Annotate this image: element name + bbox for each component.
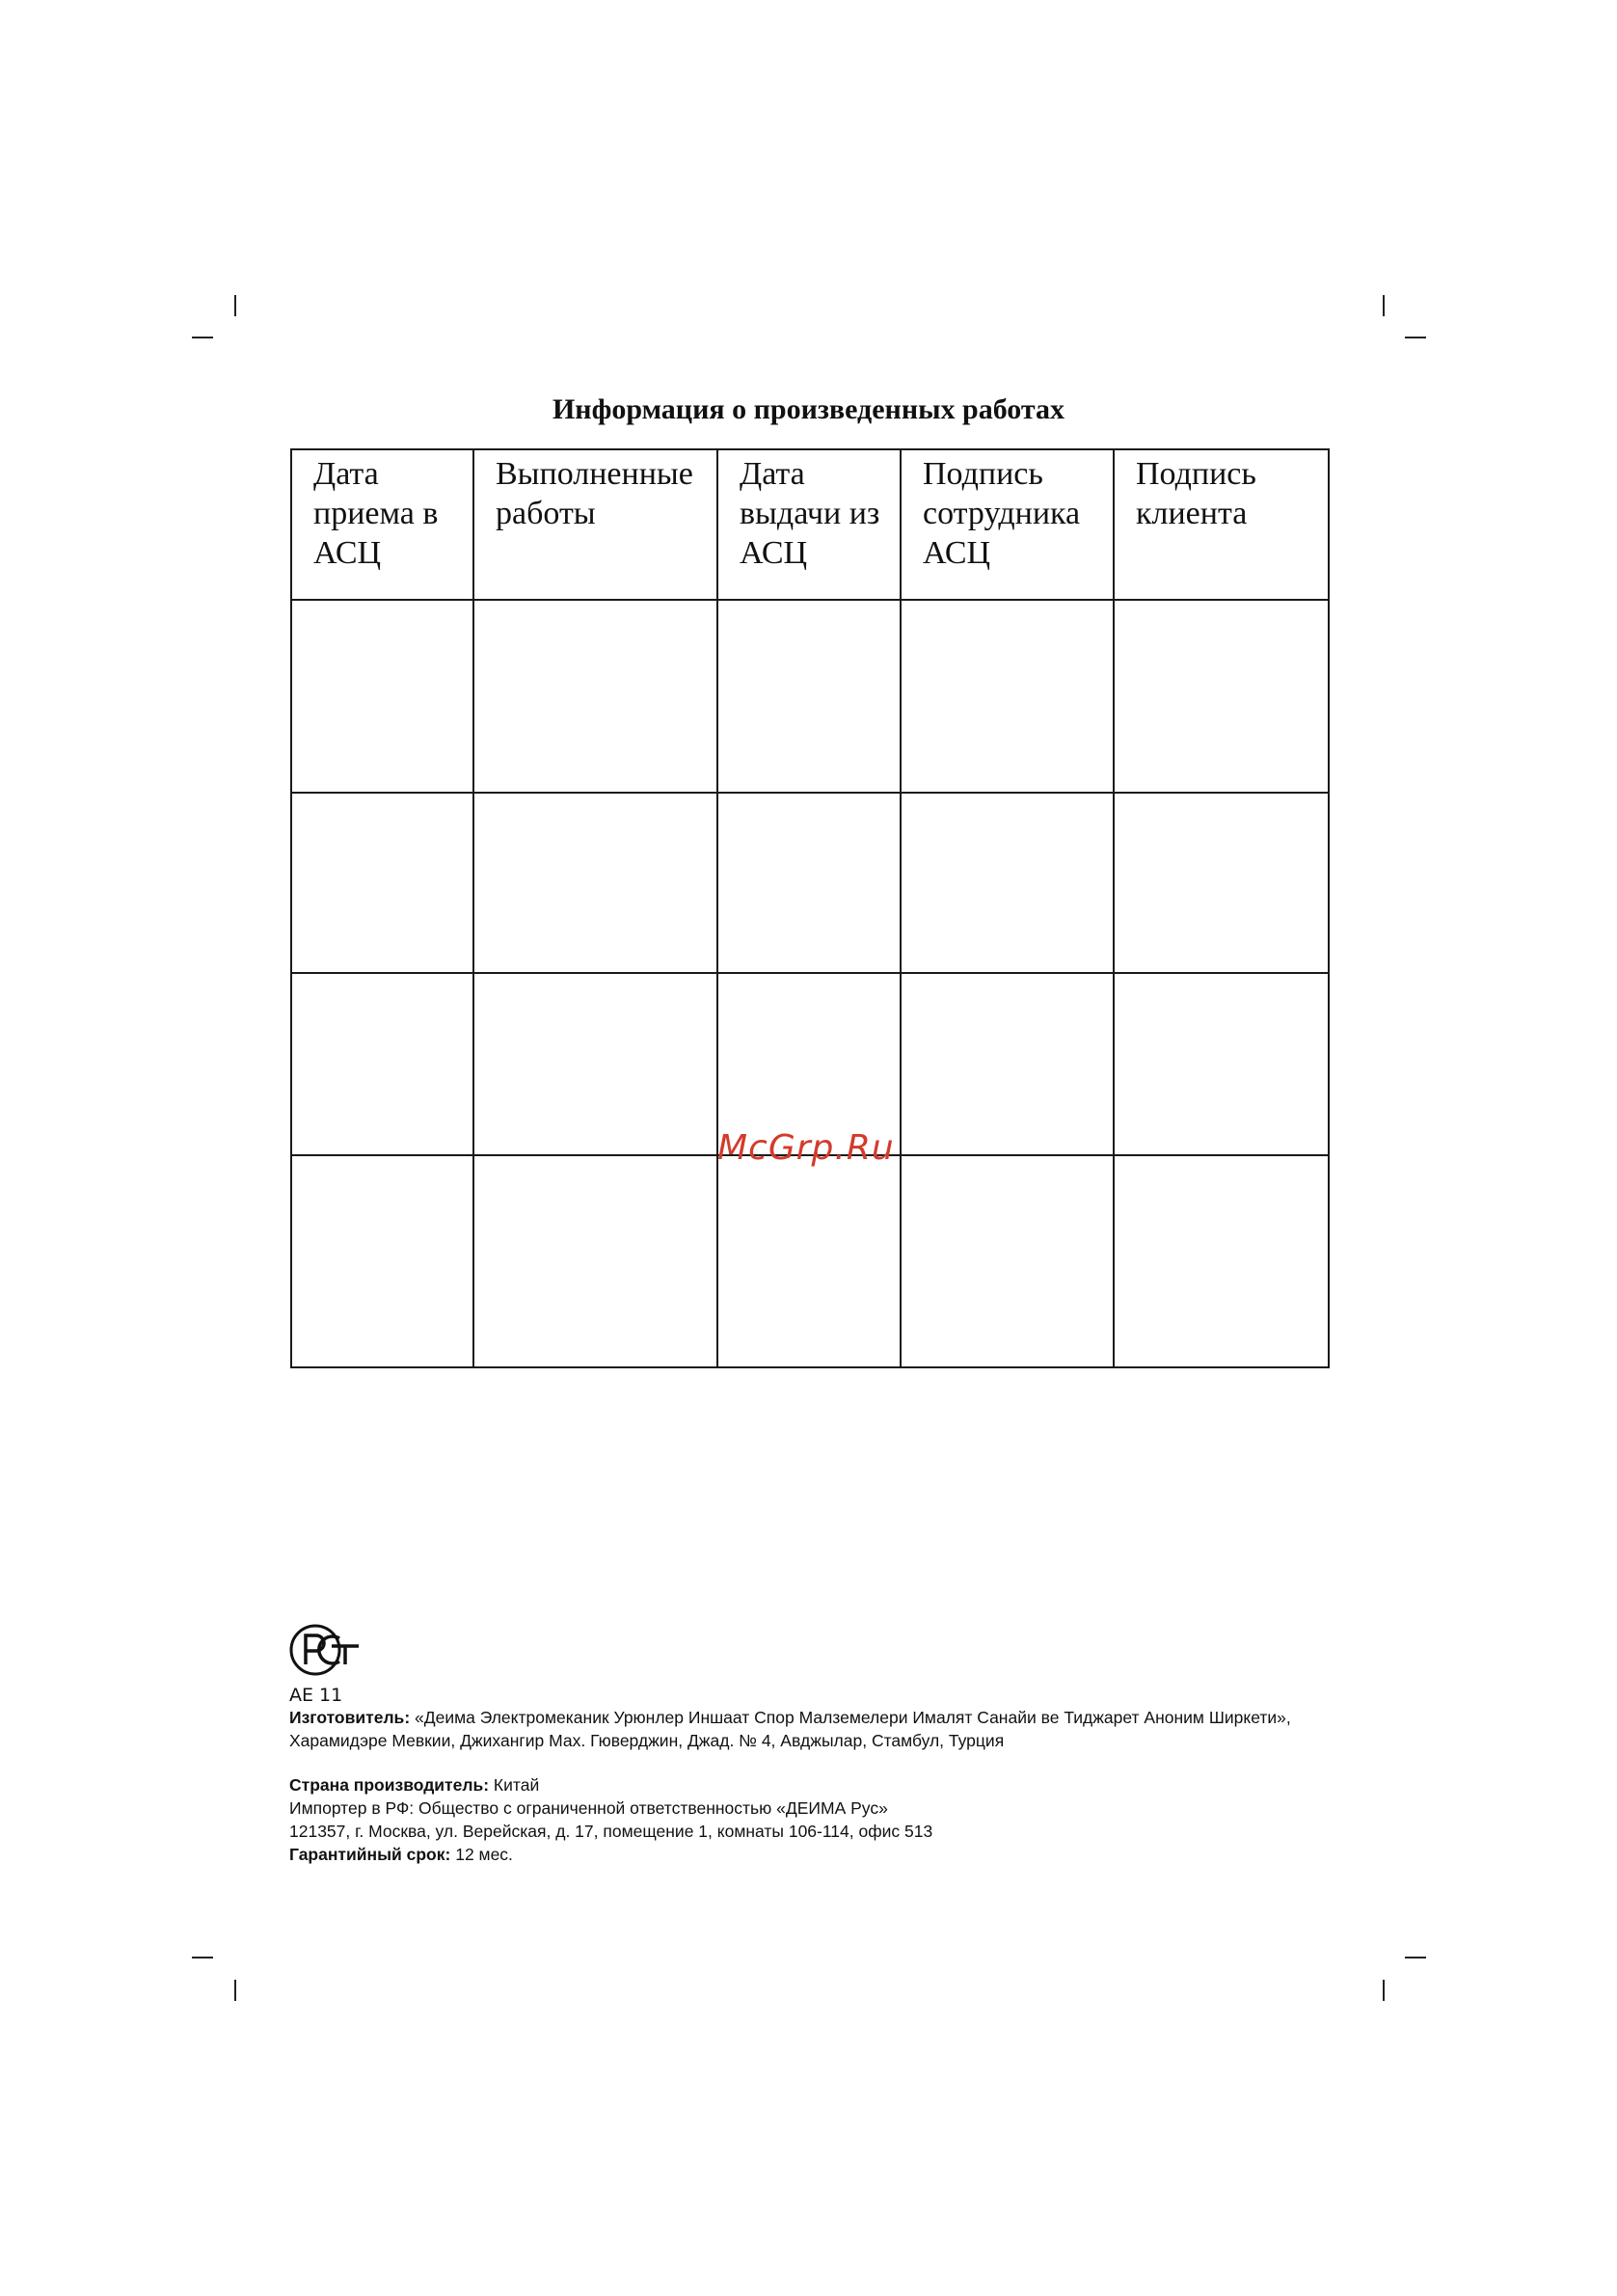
country-label: Страна производитель: bbox=[289, 1775, 490, 1795]
header-return-date: Дата выдачи из АСЦ bbox=[717, 449, 901, 600]
table-cell bbox=[717, 793, 901, 973]
watermark: McGrp.Ru bbox=[717, 1128, 895, 1168]
crop-mark-bottom-left-vertical bbox=[234, 1980, 236, 2001]
table-cell bbox=[291, 793, 473, 973]
crop-mark-top-right-vertical bbox=[1383, 295, 1385, 316]
manufacturer-info bbox=[289, 1706, 1340, 1752]
table-cell bbox=[473, 973, 717, 1155]
country-info bbox=[289, 1773, 1340, 1796]
header-intake-date: Дата приема в АСЦ bbox=[291, 449, 473, 600]
table-cell bbox=[717, 1155, 901, 1367]
footer bbox=[289, 1622, 1340, 1866]
manufacturer-text: «Деима Электромеканик Урюнлер Иншаат Спор Малземелери Ималят Санайи ве Тиджарет Аноним Ширкети», Харамидэре Мевкии, Джихангир Мах. Гюверджин, Джад. № 4, Авджылар, Стамбул, Турция bbox=[289, 1708, 1291, 1750]
certification-code: AE 11 bbox=[289, 1685, 343, 1706]
table-cell bbox=[473, 793, 717, 973]
crop-mark-bottom-right-horizontal bbox=[1405, 1957, 1426, 1958]
table-cell bbox=[717, 600, 901, 793]
warranty-label: Гарантийный срок: bbox=[289, 1845, 451, 1864]
crop-mark-bottom-right-vertical bbox=[1383, 1980, 1385, 2001]
table-row bbox=[291, 600, 1329, 793]
table-cell bbox=[1114, 600, 1329, 793]
table-cell bbox=[1114, 793, 1329, 973]
importer-info: Импортер в РФ: Общество с ограниченной ответственностью «ДЕИМА Рус» bbox=[289, 1798, 888, 1818]
table-cell bbox=[901, 1155, 1114, 1367]
header-work-performed: Выполненные работы bbox=[473, 449, 717, 600]
work-info-table bbox=[290, 448, 1330, 1368]
crop-mark-top-right-horizontal bbox=[1405, 337, 1426, 338]
crop-mark-top-left-horizontal bbox=[192, 337, 213, 338]
table-cell bbox=[291, 1155, 473, 1367]
crop-mark-top-left-vertical bbox=[234, 295, 236, 316]
table-cell bbox=[901, 973, 1114, 1155]
warranty-info bbox=[289, 1843, 1340, 1866]
table-cell bbox=[1114, 973, 1329, 1155]
table-row bbox=[291, 1155, 1329, 1367]
table-cell bbox=[291, 973, 473, 1155]
warranty-text: 12 мес. bbox=[450, 1845, 513, 1864]
table-header-row bbox=[291, 449, 1329, 600]
table-cell bbox=[901, 793, 1114, 973]
table-row bbox=[291, 793, 1329, 973]
table-cell bbox=[901, 600, 1114, 793]
rst-certification-mark-icon bbox=[289, 1622, 366, 1678]
importer-address: 121357, г. Москва, ул. Верейская, д. 17, помещение 1, комнаты 106-114, офис 513 bbox=[289, 1822, 933, 1841]
crop-mark-bottom-left-horizontal bbox=[192, 1957, 213, 1958]
manufacturer-label: Изготовитель: bbox=[289, 1708, 411, 1727]
table-cell bbox=[473, 600, 717, 793]
table-cell bbox=[1114, 1155, 1329, 1367]
page-title: Информация о произведенных работах bbox=[552, 393, 1065, 425]
header-client-signature: Подпись клиента bbox=[1114, 449, 1329, 600]
header-staff-signature: Подпись сотрудника АСЦ bbox=[901, 449, 1114, 600]
table-cell bbox=[473, 1155, 717, 1367]
country-text: Китай bbox=[489, 1775, 540, 1795]
table-cell bbox=[291, 600, 473, 793]
